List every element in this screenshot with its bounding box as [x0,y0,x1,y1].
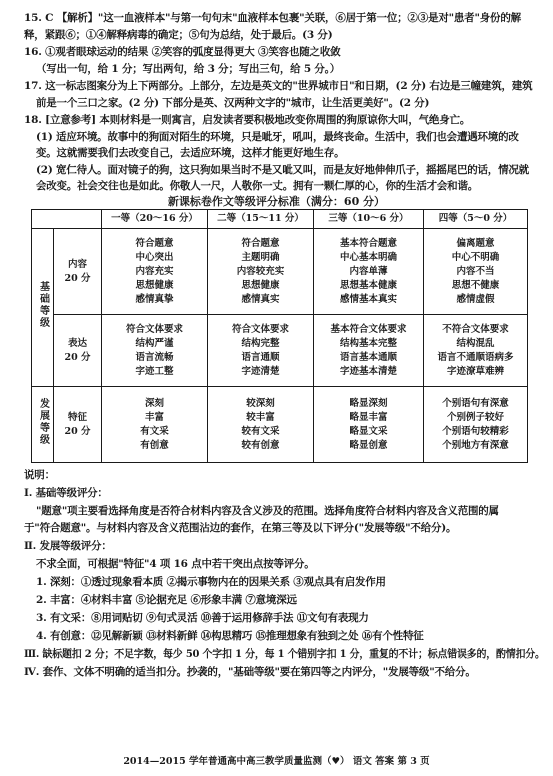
rubric-cell [102,229,208,315]
rubric-row-score: 20 分 [64,425,91,437]
rubric-row-feature [32,387,528,463]
rubric-criterion: 略显深刻 [349,397,388,409]
rubric-criterion: 符合文体要求 [125,323,183,335]
rubric-criterion: 有文采 [140,425,169,437]
rubric-row-label-cell [54,387,102,463]
rubric-cell [314,387,424,463]
rubric-criterion: 个别地方有深意 [442,439,509,451]
rubric-criterion: 结构基本完整 [339,337,397,349]
rubric-criterion: 感情真挚 [135,293,174,305]
answer-18-line-1: 18. [立意参考] 本则材料是一则寓言，启发读者要积极地改变你周围的狗原谅你大叫，气绝身亡。 [24,114,471,126]
rubric-criterion: 内容不当 [456,265,495,277]
rubric-group-label: 基础等级 [37,281,49,329]
rubric-criterion: 主题明确 [241,251,280,263]
rubric-row-score: 20 分 [64,351,91,363]
rubric-criterion: 有创意 [140,439,169,451]
rubric-cell [314,315,424,387]
rubric-criterion: 思想健康 [241,279,280,291]
rubric-header-cell: 二等（15～11 分） [208,210,314,229]
answer-18-line-2: (1) 适应环境。故事中的狗面对陌生的环境，只是呲牙，吼叫，最终丧命。生活中，我们也会遭遇环境的改 [36,131,519,143]
rubric-criterion: 字迹工整 [135,365,174,377]
rubric-group-label: 发展等级 [37,398,49,446]
answer-18-line-4: (2) 宽仁待人。面对镜子的狗，这只狗如果当时不是又呲又叫，而是友好地伸伸爪子，摇摇尾巴的话，情况就 [36,164,529,176]
rubric-criterion: 字迹潦草难辨 [446,365,504,377]
rubric-criterion: 深刻 [144,397,164,409]
rubric-criterion: 略显创意 [349,439,388,451]
rubric-criterion: 较丰富 [246,411,275,423]
rubric-criterion: 符合题意 [241,237,280,249]
rubric-criterion: 语言流畅 [135,351,174,363]
rubric-criterion: 略显丰富 [349,411,388,423]
rubric-criterion: 偏离题意 [456,237,495,249]
rubric-criterion: 较深刻 [246,397,275,409]
rubric-row-score: 20 分 [64,272,91,284]
rubric-criterion: 感情真实 [241,293,280,305]
rubric-criterion: 结构严谨 [135,337,174,349]
rubric-criterion: 思想健康 [135,279,174,291]
rubric-criterion: 语言基本通顺 [339,351,397,363]
answer-17-line-1: 17. 这一标志图案分为上下两部分。上部分，左边是英文的"世界城市日"和日期，(2 分) 右边是三幢建筑，建筑 [24,80,533,92]
rubric-cell [102,315,208,387]
notes-basic-line-2: 于"符合题意"。与材料内容及含义范围沾边的套作，在第三等及以下评分("发展等级"不给分)。 [24,522,457,534]
notes-plagiarism: Ⅳ. 套作、文体不明确的适当扣分。抄袭的，"基础等级"要在第四等之内评分，"发展等级"不给分。 [24,666,476,678]
rubric-criterion: 不符合文体要求 [442,323,509,335]
rubric-criterion: 字迹清楚 [241,365,280,377]
rubric-criterion: 基本符合文体要求 [330,323,407,335]
rubric-corner-cell [32,210,102,229]
notes-item-creativity: 4. 有创意：⑫见解新颖 ⑬材料新鲜 ⑭构思精巧 ⑮推理想象有独到之处 ⑯有个性特征 [36,630,424,642]
rubric-group-basic [32,229,54,387]
rubric-row-label-cell [54,315,102,387]
rubric-group-development [32,387,54,463]
notes-basic-heading: Ⅰ. 基础等级评分： [24,487,108,499]
answer-18-line-3: 变。这就需要我们去改变自己，去适应环境，这样才能更好地生存。 [36,147,345,159]
rubric-criterion: 语言通顺 [241,351,280,363]
rubric-cell [102,387,208,463]
rubric-criterion: 较有文采 [241,425,280,437]
answer-17-line-2: 前是一个三口之家。(2 分) 下部分是英、汉两种文字的"城市，让生活更美好"。(2 分) [36,97,430,109]
rubric-row-content [32,229,528,315]
notes-development-heading: Ⅱ. 发展等级评分： [24,540,112,552]
rubric-cell [208,315,314,387]
notes-item-style: 3. 有文采：⑧用词贴切 ⑨句式灵活 ⑩善于运用修辞手法 ⑪文句有表现力 [36,612,369,624]
rubric-cell [208,387,314,463]
rubric-criterion: 内容单薄 [349,265,388,277]
rubric-criterion: 个别语句较精彩 [442,425,509,437]
rubric-header-cell: 三等（10～6 分） [314,210,424,229]
notes-development-intro: 不求全面，可根据"特征"4 项 16 点中若干突出点按等评分。 [36,558,315,570]
notes-item-depth: 1. 深刻：①透过现象看本质 ②揭示事物内在的因果关系 ③观点具有启发作用 [36,576,386,588]
rubric-header-row [32,210,528,229]
rubric-criterion: 符合文体要求 [231,323,289,335]
rubric-criterion: 思想基本健康 [339,279,397,291]
rubric-row-label: 内容 [67,258,87,270]
rubric-cell [424,387,528,463]
rubric-table [31,209,528,463]
rubric-criterion: 较有创意 [241,439,280,451]
rubric-header-cell: 四等（5～0 分） [424,210,528,229]
notes-basic-line-1: "题意"项主要看选择角度是否符合材料内容及含义涉及的范围。选择角度符合材料内容及含义范围的属 [36,505,499,517]
rubric-criterion: 个别语句有深意 [442,397,509,409]
rubric-row-label: 特征 [67,411,87,423]
answer-18-line-5: 会改变。社会交往也是如此。你敬人一尺，人敬你一丈。拥有一颗仁厚的心，你的生活才会和谐。 [36,180,479,192]
rubric-criterion: 语言不通顺语病多 [437,351,514,363]
notes-item-richness: 2. 丰富：④材料丰富 ⑤论据充足 ⑥形象丰满 ⑦意境深远 [36,594,297,606]
rubric-criterion: 内容较充实 [236,265,285,277]
rubric-cell [424,229,528,315]
rubric-criterion: 中心基本明确 [339,251,397,263]
rubric-criterion: 感情基本真实 [339,293,397,305]
rubric-criterion: 字迹基本清楚 [339,365,397,377]
rubric-cell [208,229,314,315]
rubric-criterion: 基本符合题意 [339,237,397,249]
answer-15-line-1: 15. C 【解析】"这一血液样本"与第一句句末"血液样本包裹"关联，⑥居于第一位；②③是对"患者"身份的解 [24,12,521,24]
rubric-criterion: 结构混乱 [456,337,495,349]
answer-15-line-2: 释，紧跟⑥；①④解释病毒的确定；⑤句为总结，处于最后。(3 分) [24,29,333,41]
rubric-criterion: 内容充实 [135,265,174,277]
notes-heading: 说明： [24,469,55,481]
rubric-title: 新课标卷作文等级评分标准（满分：60 分） [167,195,386,208]
rubric-criterion: 丰富 [144,411,164,423]
rubric-header-cell: 一等（20～16 分） [102,210,208,229]
rubric-criterion: 个别例子较好 [446,411,504,423]
page-footer: 2014—2015 学年普通高中高三教学质量监测（♥） 语文 答案 第 3 页 [123,756,430,767]
rubric-cell [424,315,528,387]
rubric-criterion: 符合题意 [135,237,174,249]
rubric-criterion: 中心突出 [135,251,174,263]
answer-16-line-2: （写出一句，给 1 分；写出两句，给 3 分；写出三句，给 5 分。） [36,63,341,75]
answer-16-line-1: 16. ①观者眼球运动的结果 ②笑容的弧度显得更大 ③笑容也随之收敛 [24,46,341,58]
rubric-row-label: 表达 [67,337,87,349]
notes-deductions: Ⅲ. 缺标题扣 2 分；不足字数，每少 50 个字扣 1 分，每 1 个错别字扣 1 分，重复的不计；标点错误多的，酌情扣分。 [24,648,545,660]
rubric-criterion: 中心不明确 [451,251,500,263]
rubric-cell [314,229,424,315]
rubric-row-label-cell [54,229,102,315]
rubric-criterion: 结构完整 [241,337,280,349]
rubric-criterion: 感情虚假 [456,293,495,305]
rubric-criterion: 略显文采 [349,425,388,437]
rubric-row-expression [32,315,528,387]
rubric-criterion: 思想不健康 [451,279,500,291]
